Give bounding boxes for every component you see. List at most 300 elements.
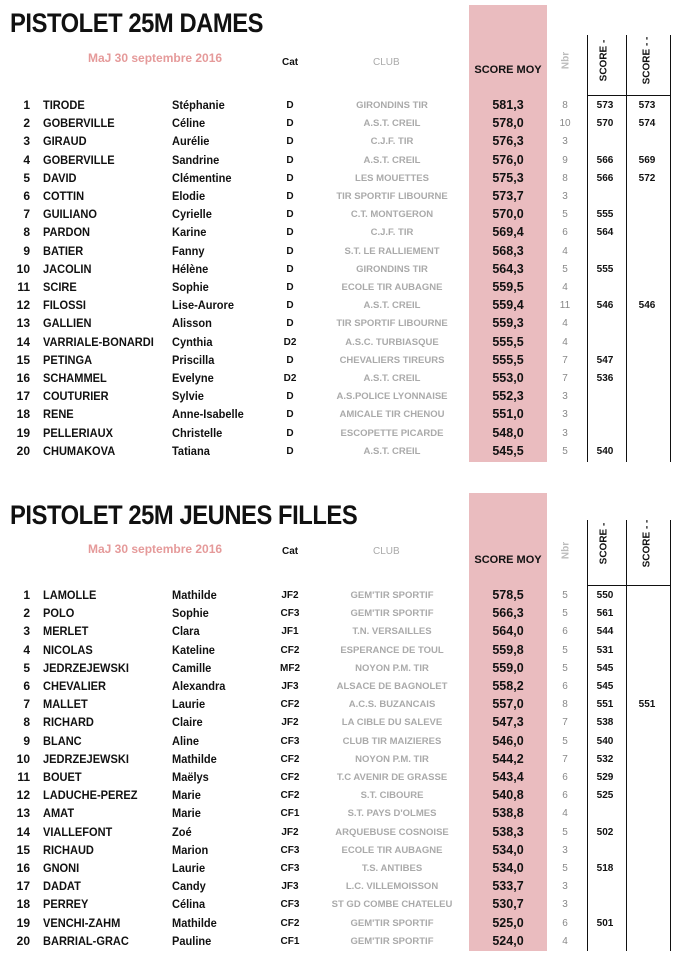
table-row	[0, 406, 674, 424]
club-cell: ECOLE TIR AUBAGNE	[341, 282, 443, 293]
category-cell: CF1	[280, 808, 300, 820]
score2-cell: 551	[638, 699, 656, 711]
last-name-cell: BLANC	[43, 733, 82, 748]
club-cell: TIR SPORTIF LIBOURNE	[336, 318, 448, 330]
table-row	[0, 714, 674, 732]
score-moy-cell: 540,8	[492, 788, 524, 803]
club-cell: C.J.F. TIR	[370, 227, 414, 239]
score1-cell: 518	[596, 863, 614, 874]
last-name-cell: PELLERIAUX	[43, 425, 113, 440]
category-cell: D2	[283, 373, 297, 384]
category-cell: CF3	[280, 863, 300, 874]
score2-cell: 574	[638, 118, 656, 130]
category-cell: D	[286, 136, 294, 148]
score1-cell: 573	[596, 100, 614, 111]
last-name-cell: PARDON	[43, 225, 91, 240]
last-name-cell: NICOLAS	[43, 642, 93, 657]
category-cell: D	[286, 100, 294, 111]
header-score2: SCORE - -	[641, 519, 653, 568]
rank-cell: 18	[16, 897, 30, 912]
category-cell: D	[286, 209, 294, 221]
last-name-cell: DAVID	[43, 170, 77, 185]
score2-cell: 546	[638, 300, 656, 312]
first-name-cell: Sophie	[172, 606, 209, 621]
nbr-cell: 8	[562, 699, 568, 711]
table-row	[0, 115, 674, 133]
rank-cell: 3	[23, 134, 30, 149]
nbr-cell: 3	[562, 136, 568, 148]
first-name-cell: Karine	[172, 225, 207, 240]
first-name-cell: Laurie	[172, 861, 206, 875]
first-name-cell: Marie	[172, 806, 201, 821]
table-row	[0, 915, 674, 933]
section-title: PISTOLET 25M DAMES	[10, 8, 264, 38]
table-row	[0, 933, 674, 951]
nbr-cell: 11	[559, 300, 571, 312]
category-cell: D	[286, 263, 294, 275]
category-cell: CF2	[280, 772, 300, 783]
score-moy-cell: 569,4	[492, 225, 524, 240]
club-cell: NOYON P.M. TIR	[355, 753, 429, 765]
score1-cell: 555	[596, 263, 614, 275]
club-cell: A.S.T. CREIL	[363, 118, 421, 130]
score1-cell: 532	[596, 753, 614, 765]
category-cell: JF3	[281, 681, 299, 692]
first-name-cell: Sandrine	[172, 152, 220, 167]
first-name-cell: Lise-Aurore	[172, 298, 234, 313]
nbr-cell: 8	[562, 172, 568, 184]
category-cell: CF3	[280, 844, 300, 856]
rank-cell: 1	[23, 98, 30, 112]
rank-cell: 4	[23, 152, 30, 167]
score1-cell: 547	[596, 354, 614, 366]
club-cell: S.T. CIBOURE	[360, 790, 424, 802]
nbr-cell: 3	[562, 191, 568, 202]
rank-cell: 20	[16, 443, 30, 458]
club-cell: T.C AVENIR DE GRASSE	[336, 772, 448, 783]
last-name-cell: AMAT	[43, 806, 75, 821]
nbr-cell: 4	[562, 245, 568, 257]
table-row	[0, 733, 674, 751]
nbr-cell: 4	[562, 336, 568, 348]
header-cat: Cat	[282, 57, 299, 68]
table-row	[0, 678, 674, 696]
last-name-cell: JEDRZEJEWSKI	[43, 660, 129, 675]
score-moy-cell: 538,8	[492, 806, 524, 821]
first-name-cell: Mathilde	[172, 588, 217, 602]
category-cell: D	[286, 172, 294, 184]
last-name-cell: JEDRZEJEWSKI	[43, 751, 129, 766]
nbr-cell: 5	[562, 590, 568, 601]
rank-cell: 15	[16, 842, 30, 857]
nbr-cell: 6	[562, 917, 568, 929]
table-row	[0, 261, 674, 279]
score1-cell: 564	[596, 227, 614, 239]
club-cell: TIR SPORTIF LIBOURNE	[336, 191, 448, 202]
category-cell: D	[286, 445, 294, 457]
first-name-cell: Cyrielle	[172, 207, 212, 222]
last-name-cell: MALLET	[43, 697, 88, 712]
first-name-cell: Célina	[172, 897, 206, 912]
table-row	[0, 660, 674, 678]
nbr-cell: 7	[562, 717, 568, 729]
club-cell: S.T. LE RALLIEMENT	[344, 245, 440, 257]
category-cell: CF3	[280, 899, 300, 911]
category-cell: D	[286, 300, 294, 312]
club-cell: A.S.POLICE LYONNAISE	[336, 391, 448, 403]
nbr-cell: 9	[562, 154, 568, 166]
first-name-cell: Anne-Isabelle	[172, 407, 244, 422]
rank-cell: 20	[16, 933, 30, 948]
first-name-cell: Fanny	[172, 243, 205, 258]
first-name-cell: Mathilde	[172, 751, 217, 766]
category-cell: D	[286, 318, 294, 330]
last-name-cell: VIALLEFONT	[43, 824, 113, 839]
category-cell: D	[286, 354, 294, 366]
score-moy-cell: 534,0	[492, 861, 524, 875]
club-cell: CLUB TIR MAIZIERES	[342, 735, 442, 747]
club-cell: ARQUEBUSE COSNOISE	[335, 826, 449, 838]
category-cell: JF3	[281, 881, 299, 893]
score-moy-cell: 533,7	[492, 879, 524, 894]
last-name-cell: BARRIAL-GRAC	[43, 933, 129, 948]
last-name-cell: COUTURIER	[43, 389, 109, 404]
category-cell: CF1	[280, 935, 300, 947]
category-cell: D	[286, 282, 294, 293]
club-cell: GEM'TIR SPORTIF	[350, 917, 434, 929]
club-cell: CHEVALIERS TIREURS	[339, 354, 445, 366]
rank-cell: 8	[23, 225, 30, 240]
header-nbr: Nbr	[560, 541, 572, 560]
club-cell: GEM'TIR SPORTIF	[350, 935, 434, 947]
score1-cell: 544	[596, 626, 614, 638]
rank-cell: 12	[16, 788, 30, 803]
club-cell: LES MOUETTES	[355, 172, 429, 184]
score-moy-cell: 544,2	[492, 751, 524, 766]
nbr-cell: 6	[562, 626, 568, 638]
category-cell: JF2	[281, 590, 299, 601]
header-nbr: Nbr	[560, 51, 572, 70]
category-cell: D	[286, 391, 294, 403]
table-row	[0, 133, 674, 151]
rank-cell: 10	[16, 751, 30, 766]
score1-cell: 536	[596, 373, 614, 384]
rank-cell: 7	[23, 207, 30, 222]
table-row	[0, 696, 674, 714]
club-cell: LA CIBLE DU SALEVE	[341, 717, 443, 729]
last-name-cell: VENCHI-ZAHM	[43, 915, 121, 930]
first-name-cell: Kateline	[172, 642, 215, 657]
header-score1: SCORE -	[598, 39, 610, 82]
last-name-cell: DADAT	[43, 879, 81, 894]
first-name-cell: Elodie	[172, 189, 206, 203]
update-date: MaJ 30 septembre 2016	[88, 542, 223, 556]
score-moy-cell: 546,0	[492, 733, 524, 748]
score1-cell: 545	[596, 681, 614, 692]
category-cell: D	[286, 227, 294, 239]
last-name-cell: RICHAUD	[43, 842, 94, 857]
score-moy-cell: 576,0	[492, 152, 524, 167]
last-name-cell: CHUMAKOVA	[43, 443, 116, 458]
category-cell: D	[286, 191, 294, 202]
header-cat: Cat	[282, 546, 299, 557]
rank-cell: 8	[23, 715, 30, 730]
club-cell: A.S.T. CREIL	[363, 300, 421, 312]
score-moy-cell: 568,3	[492, 243, 524, 258]
first-name-cell: Sylvie	[172, 389, 204, 404]
first-name-cell: Candy	[172, 879, 206, 894]
score1-cell: 551	[596, 699, 614, 711]
nbr-cell: 3	[562, 427, 568, 439]
club-cell: NOYON P.M. TIR	[355, 662, 429, 674]
table-row	[0, 206, 674, 224]
rank-cell: 3	[23, 624, 30, 639]
club-cell: ECOLE TIR AUBAGNE	[341, 844, 443, 856]
header-score2: SCORE - -	[641, 36, 653, 85]
first-name-cell: Laurie	[172, 697, 206, 712]
last-name-cell: VARRIALE-BONARDI	[43, 334, 154, 349]
nbr-cell: 5	[562, 608, 568, 620]
score1-cell: 570	[596, 118, 614, 130]
first-name-cell: Tatiana	[172, 443, 210, 458]
score-moy-cell: 552,3	[492, 389, 524, 404]
nbr-cell: 10	[559, 118, 571, 130]
score-moy-cell: 557,0	[492, 697, 524, 712]
club-cell: ST GD COMBE CHATELEU	[331, 899, 453, 911]
last-name-cell: LAMOLLE	[43, 588, 97, 602]
club-cell: S.T. PAYS D'OLMES	[347, 808, 437, 820]
first-name-cell: Marion	[172, 842, 209, 857]
table-row	[0, 878, 674, 896]
table-row	[0, 896, 674, 914]
club-cell: GEM'TIR SPORTIF	[350, 590, 434, 601]
rank-cell: 14	[16, 824, 30, 839]
nbr-cell: 4	[562, 282, 568, 293]
score-moy-cell: 559,8	[492, 642, 524, 657]
score-moy-cell: 559,3	[492, 316, 524, 331]
header-underline	[587, 585, 671, 586]
score-moy-cell: 558,2	[492, 679, 524, 693]
club-cell: GEM'TIR SPORTIF	[350, 608, 434, 620]
category-cell: CF2	[280, 790, 300, 802]
last-name-cell: TIRODE	[43, 98, 85, 112]
score-moy-cell: 553,0	[492, 371, 524, 385]
rank-cell: 16	[16, 371, 30, 385]
rank-cell: 19	[16, 425, 30, 440]
club-cell: AMICALE TIR CHENOU	[339, 409, 445, 421]
last-name-cell: JACOLIN	[43, 261, 92, 276]
last-name-cell: PETINGA	[43, 352, 93, 367]
table-row	[0, 334, 674, 352]
first-name-cell: Alisson	[172, 316, 212, 331]
last-name-cell: GNONI	[43, 861, 80, 875]
score-moy-cell: 547,3	[492, 715, 524, 730]
nbr-cell: 5	[562, 263, 568, 275]
table-row	[0, 352, 674, 370]
first-name-cell: Cynthia	[172, 334, 213, 349]
score-moy-cell: 564,0	[492, 624, 524, 639]
table-row	[0, 443, 674, 461]
score1-cell: 502	[596, 826, 614, 838]
score2-cell: 573	[638, 100, 656, 111]
header-score-moy: SCORE MOY	[474, 554, 542, 566]
rank-cell: 5	[23, 660, 30, 675]
first-name-cell: Aurélie	[172, 134, 210, 149]
club-cell: A.S.C. TURBIASQUE	[345, 336, 439, 348]
score-moy-cell: 570,0	[492, 207, 524, 222]
category-cell: MF2	[280, 662, 300, 674]
section-title: PISTOLET 25M JEUNES FILLES	[10, 500, 358, 530]
first-name-cell: Priscilla	[172, 352, 215, 367]
first-name-cell: Sophie	[172, 280, 209, 294]
table-row	[0, 605, 674, 623]
club-cell: A.S.T. CREIL	[363, 445, 421, 457]
table-row	[0, 805, 674, 823]
header-underline	[587, 95, 671, 96]
score1-cell: 566	[596, 172, 614, 184]
rank-cell: 11	[17, 770, 30, 784]
table-row	[0, 170, 674, 188]
nbr-cell: 7	[562, 753, 568, 765]
table-row	[0, 860, 674, 878]
score-moy-cell: 525,0	[492, 915, 524, 930]
club-cell: T.S. ANTIBES	[361, 863, 423, 874]
table-row	[0, 842, 674, 860]
last-name-cell: CHEVALIER	[43, 679, 106, 693]
score-moy-cell: 555,5	[492, 334, 524, 349]
club-cell: T.N. VERSAILLES	[352, 626, 432, 638]
score1-cell: 525	[596, 790, 614, 802]
nbr-cell: 6	[562, 790, 568, 802]
last-name-cell: GIRAUD	[43, 134, 87, 149]
header-score-moy: SCORE MOY	[474, 64, 542, 76]
rank-cell: 9	[23, 733, 30, 748]
table-row	[0, 315, 674, 333]
nbr-cell: 7	[562, 354, 568, 366]
club-cell: ESPERANCE DE TOUL	[340, 644, 444, 656]
score1-cell: 561	[596, 608, 614, 620]
rank-cell: 1	[23, 588, 30, 602]
last-name-cell: GALLIEN	[43, 316, 92, 331]
nbr-cell: 5	[562, 826, 568, 838]
table-row	[0, 787, 674, 805]
last-name-cell: GUILIANO	[43, 207, 97, 222]
table-row	[0, 425, 674, 443]
score-moy-cell: 538,3	[492, 824, 524, 839]
nbr-cell: 3	[562, 391, 568, 403]
score-moy-cell: 559,4	[492, 298, 524, 313]
score-moy-cell: 530,7	[492, 897, 524, 912]
first-name-cell: Aline	[172, 733, 199, 748]
last-name-cell: RICHARD	[43, 715, 94, 730]
section-dames	[0, 0, 674, 470]
table-row	[0, 642, 674, 660]
nbr-cell: 6	[562, 772, 568, 783]
club-cell: A.S.T. CREIL	[363, 154, 421, 166]
nbr-cell: 7	[562, 373, 568, 384]
score2-cell: 569	[638, 154, 656, 166]
nbr-cell: 3	[562, 409, 568, 421]
club-cell: A.C.S. BUZANCAIS	[348, 699, 436, 711]
first-name-cell: Evelyne	[172, 371, 214, 385]
last-name-cell: GOBERVILLE	[43, 152, 115, 167]
rank-cell: 14	[16, 334, 30, 349]
score2-cell: 572	[638, 172, 656, 184]
score1-cell: 540	[596, 445, 614, 457]
first-name-cell: Céline	[172, 116, 206, 131]
score1-cell: 555	[596, 209, 614, 221]
last-name-cell: COTTIN	[43, 189, 85, 203]
score-moy-cell: 534,0	[492, 842, 524, 857]
table-row	[0, 587, 674, 605]
score-moy-cell: 573,7	[492, 189, 524, 203]
score1-cell: 529	[596, 772, 614, 783]
category-cell: D	[286, 427, 294, 439]
nbr-cell: 5	[562, 662, 568, 674]
first-name-cell: Alexandra	[172, 679, 226, 693]
score-moy-cell: 555,5	[492, 352, 524, 367]
score-moy-cell: 551,0	[492, 407, 524, 422]
last-name-cell: BOUET	[43, 770, 82, 784]
first-name-cell: Clémentine	[172, 170, 232, 185]
category-cell: CF2	[280, 699, 300, 711]
nbr-cell: 5	[562, 644, 568, 656]
rank-cell: 16	[16, 861, 30, 875]
score1-cell: 531	[596, 644, 614, 656]
score1-cell: 546	[596, 300, 614, 312]
rank-cell: 15	[16, 352, 30, 367]
nbr-cell: 3	[562, 844, 568, 856]
score-moy-cell: 524,0	[492, 933, 524, 948]
table-row	[0, 297, 674, 315]
category-cell: CF2	[280, 644, 300, 656]
category-cell: D	[286, 409, 294, 421]
table-row	[0, 97, 674, 115]
last-name-cell: SCIRE	[43, 280, 77, 294]
rank-cell: 6	[23, 189, 30, 203]
first-name-cell: Clara	[172, 624, 200, 639]
nbr-cell: 8	[562, 100, 568, 111]
first-name-cell: Claire	[172, 715, 203, 730]
table-row	[0, 243, 674, 261]
score1-cell: 501	[596, 917, 614, 929]
last-name-cell: GOBERVILLE	[43, 116, 115, 131]
table-row	[0, 824, 674, 842]
table-row	[0, 152, 674, 170]
category-cell: D	[286, 154, 294, 166]
club-cell: A.S.T. CREIL	[363, 373, 421, 384]
score-moy-cell: 578,0	[492, 116, 524, 131]
section-jeunes-filles	[0, 490, 674, 957]
score1-cell: 545	[596, 662, 614, 674]
header-club: CLUB	[373, 546, 400, 557]
rank-cell: 6	[23, 679, 30, 693]
header-score1: SCORE -	[598, 522, 610, 565]
first-name-cell: Stéphanie	[172, 98, 225, 112]
first-name-cell: Marie	[172, 788, 201, 803]
score1-cell: 538	[596, 717, 614, 729]
rank-cell: 2	[23, 606, 30, 621]
nbr-cell: 5	[562, 445, 568, 457]
club-cell: GIRONDINS TIR	[356, 263, 428, 275]
update-date: MaJ 30 septembre 2016	[88, 51, 223, 65]
category-cell: CF3	[280, 735, 300, 747]
last-name-cell: LADUCHE-PEREZ	[43, 788, 138, 803]
category-cell: CF2	[280, 917, 300, 929]
score-moy-cell: 578,5	[492, 588, 524, 602]
club-cell: L.C. VILLEMOISSON	[345, 881, 439, 893]
rank-cell: 18	[16, 407, 30, 422]
